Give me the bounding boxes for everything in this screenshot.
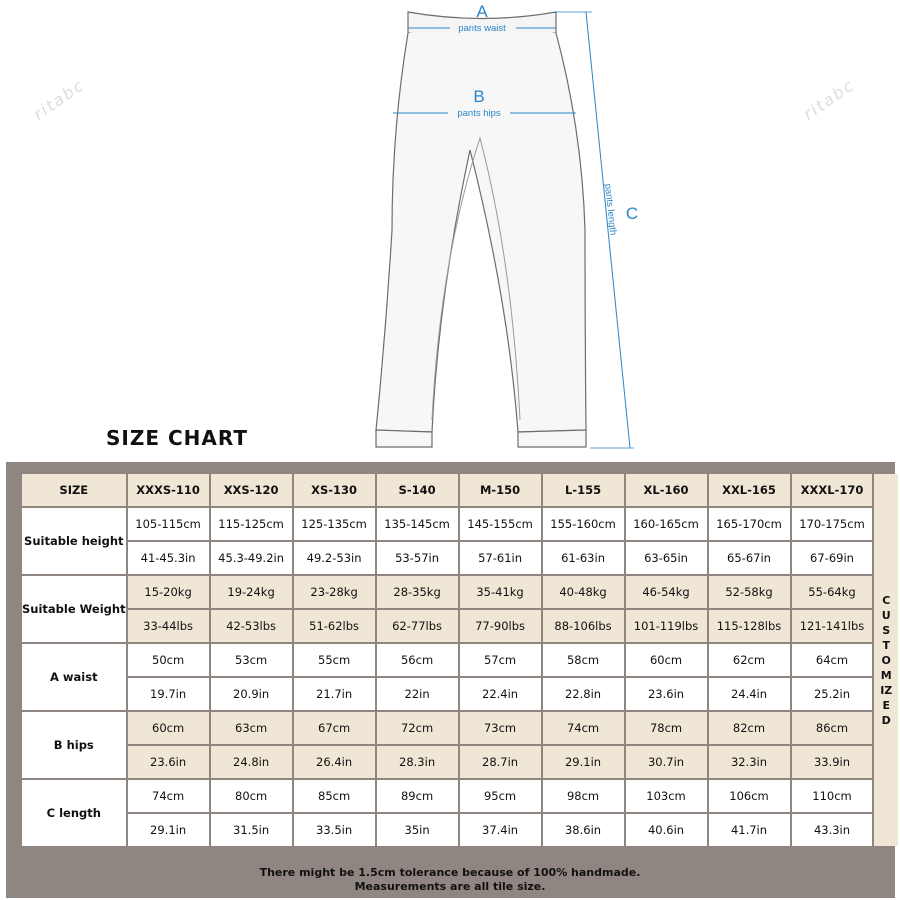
table-cell: 41.7in <box>709 814 790 846</box>
table-cell: 33.5in <box>294 814 375 846</box>
table-cell: 89cm <box>377 780 458 812</box>
table-cell: 57-61in <box>460 542 541 574</box>
table-cell: 60cm <box>128 712 209 744</box>
table-cell: 56cm <box>377 644 458 676</box>
table-row <box>22 508 898 540</box>
table-cell: 165-170cm <box>709 508 790 540</box>
table-cell: 22.8in <box>543 678 624 710</box>
table-cell: 33.9in <box>792 746 873 778</box>
table-cell: 57cm <box>460 644 541 676</box>
table-cell: 29.1in <box>543 746 624 778</box>
size-column-header: XL-160 <box>626 474 707 506</box>
size-column-header: XXXL-170 <box>792 474 873 506</box>
size-column-header: L-155 <box>543 474 624 506</box>
table-cell: 28.3in <box>377 746 458 778</box>
table-cell: 24.4in <box>709 678 790 710</box>
table-cell: 23.6in <box>626 678 707 710</box>
row-group-label: C length <box>22 780 126 846</box>
customized-column <box>874 474 898 846</box>
size-header: SIZE <box>22 474 126 506</box>
table-cell: 98cm <box>543 780 624 812</box>
pants-left-cuff <box>376 430 432 447</box>
table-cell: 80cm <box>211 780 292 812</box>
table-cell: 74cm <box>543 712 624 744</box>
table-cell: 19.7in <box>128 678 209 710</box>
waist-letter: A <box>476 2 488 21</box>
table-cell: 20.9in <box>211 678 292 710</box>
table-cell: 67-69in <box>792 542 873 574</box>
size-chart-table <box>20 472 900 848</box>
table-cell: 115-125cm <box>211 508 292 540</box>
length-letter: C <box>625 204 639 223</box>
table-cell: 64cm <box>792 644 873 676</box>
table-cell: 63-65in <box>626 542 707 574</box>
table-cell: 62cm <box>709 644 790 676</box>
table-cell: 40.6in <box>626 814 707 846</box>
table-cell: 78cm <box>626 712 707 744</box>
table-row <box>22 542 898 574</box>
table-cell: 82cm <box>709 712 790 744</box>
table-cell: 72cm <box>377 712 458 744</box>
table-cell: 22.4in <box>460 678 541 710</box>
table-cell: 28.7in <box>460 746 541 778</box>
table-row <box>22 576 898 608</box>
watermark-left: ritabc <box>29 75 89 124</box>
table-cell: 25.2in <box>792 678 873 710</box>
row-group-label: A waist <box>22 644 126 710</box>
table-cell: 52-58kg <box>709 576 790 608</box>
table-cell: 62-77lbs <box>377 610 458 642</box>
table-cell: 50cm <box>128 644 209 676</box>
table-cell: 19-24kg <box>211 576 292 608</box>
hips-letter: B <box>473 87 485 106</box>
table-cell: 61-63in <box>543 542 624 574</box>
table-cell: 38.6in <box>543 814 624 846</box>
table-cell: 110cm <box>792 780 873 812</box>
size-column-header: XS-130 <box>294 474 375 506</box>
table-cell: 58cm <box>543 644 624 676</box>
table-row <box>22 644 898 676</box>
table-cell: 53cm <box>211 644 292 676</box>
table-cell: 32.3in <box>709 746 790 778</box>
size-column-header: S-140 <box>377 474 458 506</box>
table-cell: 15-20kg <box>128 576 209 608</box>
table-row <box>22 780 898 812</box>
table-row <box>22 610 898 642</box>
size-column-header: XXXS-110 <box>128 474 209 506</box>
table-row <box>22 746 898 778</box>
table-row <box>22 712 898 744</box>
table-cell: 55-64kg <box>792 576 873 608</box>
table-cell: 77-90lbs <box>460 610 541 642</box>
table-cell: 22in <box>377 678 458 710</box>
table-cell: 101-119lbs <box>626 610 707 642</box>
table-cell: 28-35kg <box>377 576 458 608</box>
table-cell: 43.3in <box>792 814 873 846</box>
table-cell: 55cm <box>294 644 375 676</box>
table-cell: 85cm <box>294 780 375 812</box>
table-cell: 63cm <box>211 712 292 744</box>
header-row <box>22 474 898 506</box>
hips-label: pants hips <box>457 108 501 119</box>
tolerance-note <box>20 866 880 896</box>
table-cell: 103cm <box>626 780 707 812</box>
table-cell: 105-115cm <box>128 508 209 540</box>
table-cell: 35-41kg <box>460 576 541 608</box>
table-cell: 125-135cm <box>294 508 375 540</box>
table-cell: 31.5in <box>211 814 292 846</box>
customized-label: CUSTOMIZED <box>880 593 893 727</box>
table-row <box>22 678 898 710</box>
table-cell: 160-165cm <box>626 508 707 540</box>
table-cell: 29.1in <box>128 814 209 846</box>
row-group-label: Suitable height <box>22 508 126 574</box>
size-column-header: XXS-120 <box>211 474 292 506</box>
table-cell: 51-62lbs <box>294 610 375 642</box>
table-cell: 155-160cm <box>543 508 624 540</box>
table-cell: 145-155cm <box>460 508 541 540</box>
table-cell: 30.7in <box>626 746 707 778</box>
table-cell: 37.4in <box>460 814 541 846</box>
table-cell: 40-48kg <box>543 576 624 608</box>
table-cell: 49.2-53in <box>294 542 375 574</box>
size-column-header: XXL-165 <box>709 474 790 506</box>
table-cell: 53-57in <box>377 542 458 574</box>
table-cell: 67cm <box>294 712 375 744</box>
table-cell: 86cm <box>792 712 873 744</box>
table-cell: 35in <box>377 814 458 846</box>
table-cell: 88-106lbs <box>543 610 624 642</box>
table-cell: 45.3-49.2in <box>211 542 292 574</box>
table-cell: 73cm <box>460 712 541 744</box>
waist-label: pants waist <box>458 23 506 34</box>
table-cell: 121-141lbs <box>792 610 873 642</box>
table-cell: 23-28kg <box>294 576 375 608</box>
table-cell: 41-45.3in <box>128 542 209 574</box>
table-cell: 135-145cm <box>377 508 458 540</box>
table-cell: 33-44lbs <box>128 610 209 642</box>
table-cell: 106cm <box>709 780 790 812</box>
chart-title: SIZE CHART <box>106 426 249 450</box>
table-cell: 46-54kg <box>626 576 707 608</box>
table-cell: 26.4in <box>294 746 375 778</box>
table-cell: 23.6in <box>128 746 209 778</box>
table-cell: 42-53lbs <box>211 610 292 642</box>
table-cell: 21.7in <box>294 678 375 710</box>
table-cell: 115-128lbs <box>709 610 790 642</box>
table-cell: 170-175cm <box>792 508 873 540</box>
note-line-2: Measurements are all tile size. <box>354 880 546 893</box>
table-cell: 65-67in <box>709 542 790 574</box>
table-cell: 95cm <box>460 780 541 812</box>
length-label: pants length <box>602 183 619 236</box>
table-cell: 74cm <box>128 780 209 812</box>
watermark-right: ritabc <box>799 75 859 124</box>
size-column-header: M-150 <box>460 474 541 506</box>
pants-right-cuff <box>518 430 586 447</box>
note-line-1: There might be 1.5cm tolerance because of 100% handmade. <box>259 866 641 879</box>
row-group-label: B hips <box>22 712 126 778</box>
row-group-label: Suitable Weight <box>22 576 126 642</box>
table-cell: 60cm <box>626 644 707 676</box>
table-cell: 24.8in <box>211 746 292 778</box>
table-row <box>22 814 898 846</box>
